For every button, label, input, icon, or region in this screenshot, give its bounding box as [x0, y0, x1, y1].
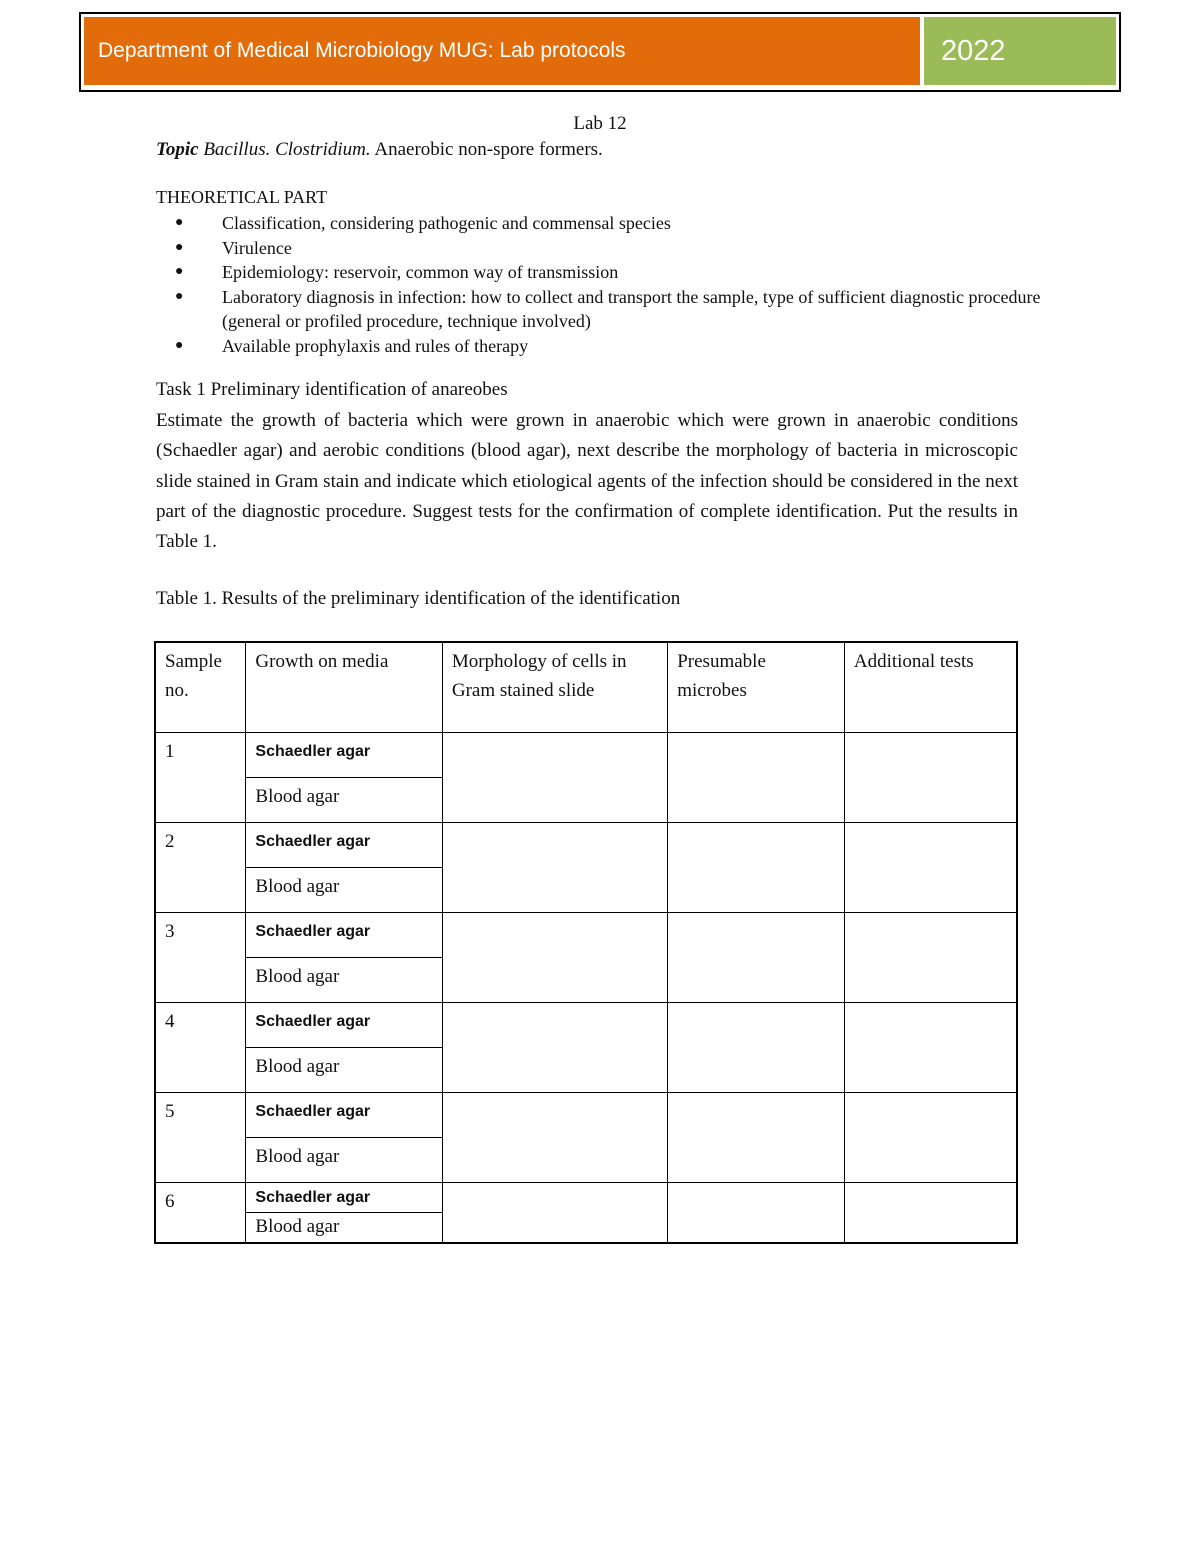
- media-schaedler: Schaedler agar: [246, 823, 442, 868]
- bullet-icon: ●: [175, 288, 184, 304]
- theory-bullet-list: [156, 211, 1086, 358]
- header-sample-no: Sample no.: [155, 642, 246, 733]
- bullet-icon: ●: [175, 215, 184, 230]
- sample-number: 3: [155, 913, 246, 1003]
- bullet-icon: ●: [175, 264, 184, 279]
- topic-genera: Bacillus. Clostridium.: [203, 139, 371, 160]
- bullet-icon: ●: [175, 239, 184, 255]
- media-schaedler: Schaedler agar: [246, 1093, 442, 1138]
- media-schaedler: Schaedler agar: [246, 913, 442, 958]
- microbes-cell[interactable]: [668, 1183, 845, 1243]
- sample-number: 2: [155, 823, 246, 913]
- table-row: [155, 913, 1017, 958]
- bullet-icon: ●: [175, 337, 184, 353]
- table-caption: Table 1. Results of the preliminary identification of the identification: [156, 588, 681, 609]
- theory-bullet: ● Laboratory diagnosis in infection: how to collect and transport the sample, type of sufficient diagnostic procedure (general or profiled procedure, technique involved): [175, 286, 1041, 331]
- sample-number: 5: [155, 1093, 246, 1183]
- theory-bullet: ● Virulence: [156, 236, 1086, 261]
- table-row: [155, 823, 1017, 868]
- header-year: 2022: [924, 17, 1116, 85]
- theory-bullet: ● Available prophylaxis and rules of therapy: [156, 334, 1086, 359]
- table-row: [155, 1003, 1017, 1048]
- topic-label: Topic: [156, 139, 199, 160]
- table-row: [155, 1183, 1017, 1213]
- header-title: Department of Medical Microbiology MUG: Lab protocols: [84, 17, 922, 85]
- sample-number: 6: [155, 1183, 246, 1243]
- tests-cell[interactable]: [844, 1003, 1017, 1093]
- tests-cell[interactable]: [844, 1093, 1017, 1183]
- tests-cell[interactable]: [844, 1183, 1017, 1243]
- sample-number: 4: [155, 1003, 246, 1093]
- morphology-cell[interactable]: [442, 1183, 667, 1243]
- microbes-cell[interactable]: [668, 1093, 845, 1183]
- tests-cell[interactable]: [844, 733, 1017, 823]
- media-schaedler: Schaedler agar: [246, 733, 442, 778]
- topic-line: [156, 139, 603, 161]
- topic-rest: Anaerobic non-spore formers.: [374, 139, 603, 160]
- header-growth: Growth on media: [246, 642, 442, 733]
- microbes-cell[interactable]: [668, 913, 845, 1003]
- header-microbes: Presumable microbes: [668, 642, 845, 733]
- media-blood: Blood agar: [246, 1213, 442, 1243]
- microbes-cell[interactable]: [668, 823, 845, 913]
- table-row: [155, 1093, 1017, 1138]
- media-blood: Blood agar: [246, 1048, 442, 1093]
- media-blood: Blood agar: [246, 778, 442, 823]
- morphology-cell[interactable]: [442, 733, 667, 823]
- results-table: [154, 641, 1018, 1244]
- theory-bullet: ● Epidemiology: reservoir, common way of transmission: [156, 260, 1086, 285]
- morphology-cell[interactable]: [442, 1003, 667, 1093]
- tests-cell[interactable]: [844, 913, 1017, 1003]
- morphology-cell[interactable]: [442, 1093, 667, 1183]
- tests-cell[interactable]: [844, 823, 1017, 913]
- microbes-cell[interactable]: [668, 733, 845, 823]
- lab-title: Lab 12: [573, 113, 627, 134]
- table-header-row: [155, 642, 1017, 733]
- morphology-cell[interactable]: [442, 823, 667, 913]
- microbes-cell[interactable]: [668, 1003, 845, 1093]
- media-schaedler: Schaedler agar: [246, 1183, 442, 1213]
- header-tests: Additional tests: [844, 642, 1017, 733]
- theory-heading: THEORETICAL PART: [156, 187, 328, 207]
- task-title: Task 1 Preliminary identification of anareobes: [156, 379, 508, 400]
- media-schaedler: Schaedler agar: [246, 1003, 442, 1048]
- media-blood: Blood agar: [246, 868, 442, 913]
- media-blood: Blood agar: [246, 958, 442, 1003]
- header-morphology: Morphology of cells in Gram stained slide: [442, 642, 667, 733]
- media-blood: Blood agar: [246, 1138, 442, 1183]
- morphology-cell[interactable]: [442, 913, 667, 1003]
- theory-bullet: ● Classification, considering pathogenic and commensal species: [156, 211, 1086, 236]
- table-row: [155, 733, 1017, 778]
- sample-number: 1: [155, 733, 246, 823]
- task-body: Estimate the growth of bacteria which were grown in anaerobic which were grown in anaerobic conditions (Schaedler agar) and aerobic conditions (blood agar), next describe the morphology of bacteria in microscopic slide stained in Gram stain and indicate which etiological agents of the infection should be considered in the next part of the diagnostic procedure. Suggest tests for the confirmation of complete identification. Put the results in Table 1.: [156, 410, 1018, 553]
